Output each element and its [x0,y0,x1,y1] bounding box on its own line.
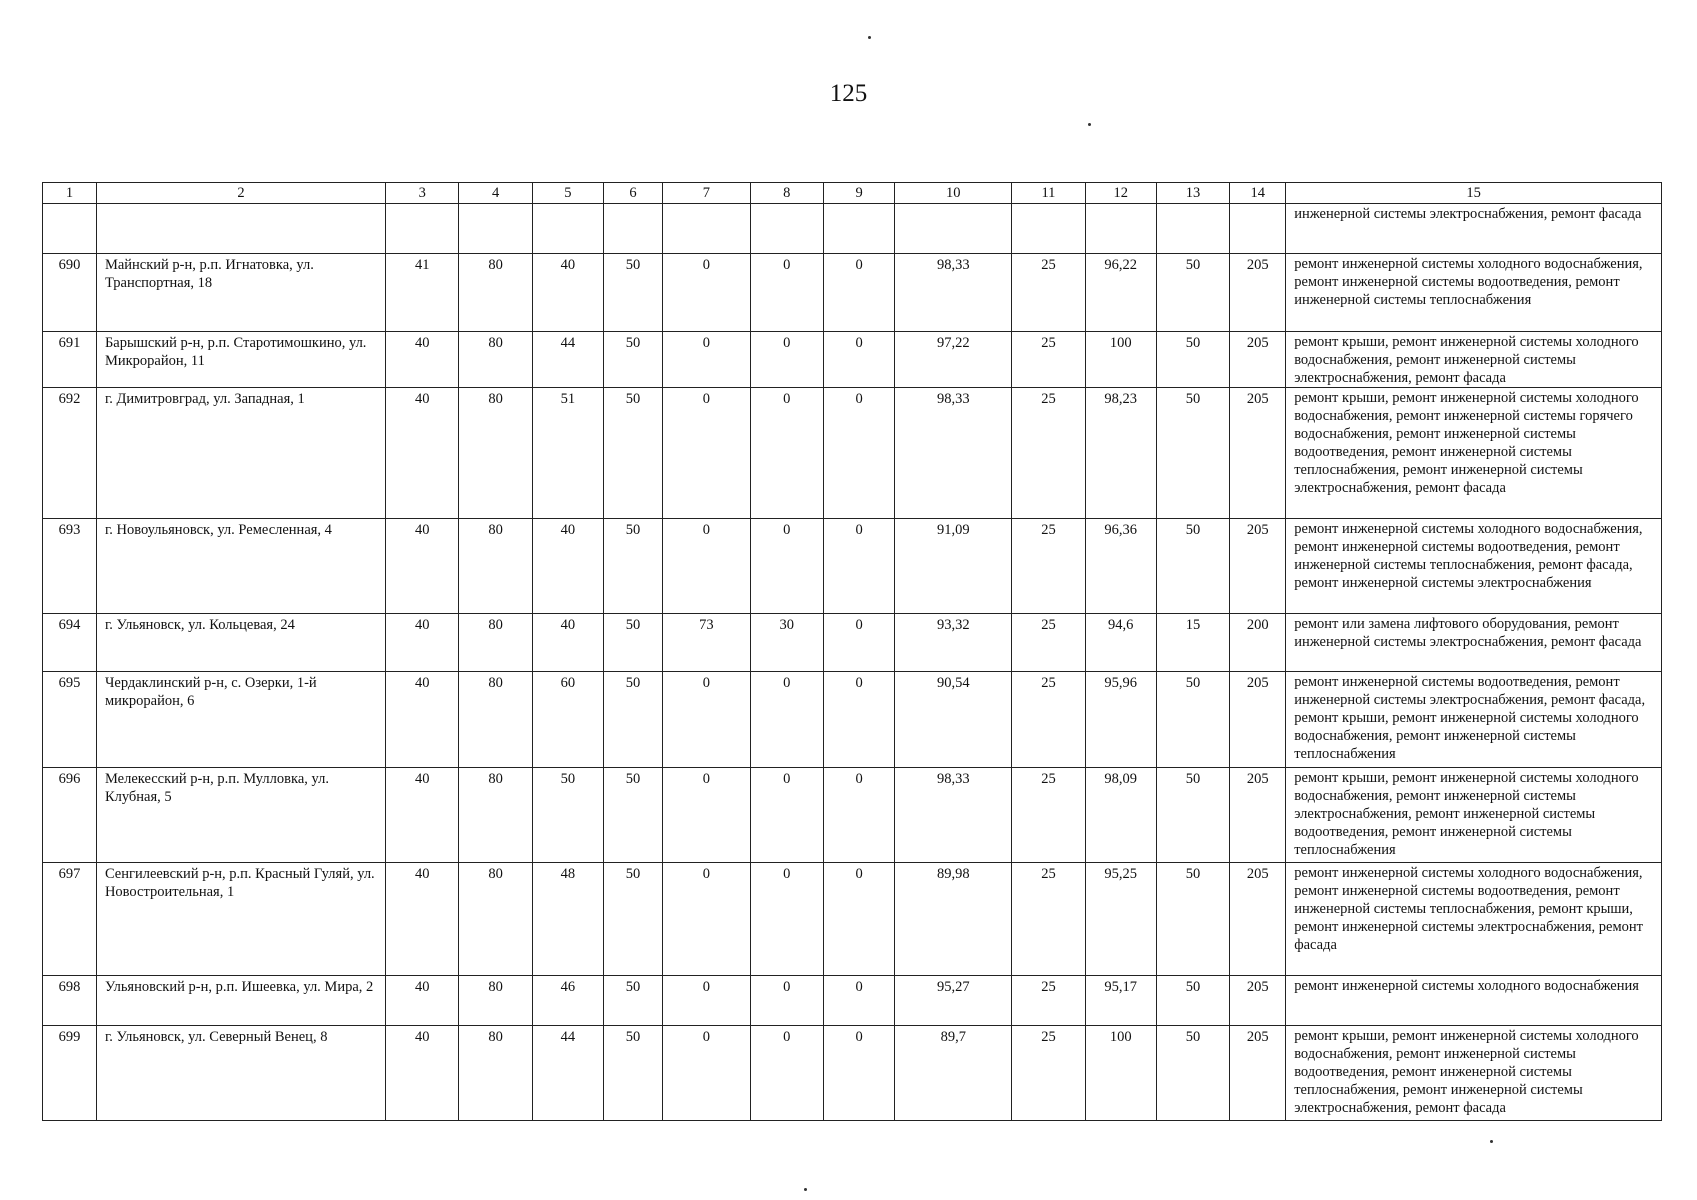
column-number-5: 5 [532,183,603,204]
value-cell: 40 [532,254,603,332]
value-cell: 50 [1156,254,1229,332]
value-cell: 25 [1012,614,1085,672]
table-row [43,332,1662,388]
works-cell: ремонт инженерной системы холодного водоснабжения [1286,976,1662,1026]
value-cell: 73 [663,614,751,672]
value-cell: 96,22 [1085,254,1156,332]
value-cell: 0 [750,976,823,1026]
table-row [43,388,1662,519]
value-cell: 44 [532,332,603,388]
value-cell: 40 [386,976,459,1026]
address-cell: Барышский р-н, р.п. Старотимошкино, ул. Микрорайон, 11 [96,332,385,388]
value-cell: 95,27 [895,976,1012,1026]
table-row [43,1026,1662,1121]
value-cell: 0 [750,332,823,388]
address-cell: г. Ульяновск, ул. Кольцевая, 24 [96,614,385,672]
cell-empty [96,204,385,254]
value-cell: 100 [1085,1026,1156,1121]
value-cell: 94,6 [1085,614,1156,672]
cell-empty [532,204,603,254]
value-cell: 205 [1230,863,1286,976]
value-cell: 40 [532,519,603,614]
repair-program-table [42,182,1662,1121]
cell-empty [1156,204,1229,254]
row-number: 699 [43,1026,97,1121]
value-cell: 25 [1012,976,1085,1026]
value-cell: 46 [532,976,603,1026]
value-cell: 205 [1230,768,1286,863]
value-cell: 205 [1230,976,1286,1026]
value-cell: 0 [823,768,894,863]
value-cell: 0 [823,1026,894,1121]
table-row [43,863,1662,976]
cell-empty [823,204,894,254]
address-cell: Сенгилеевский р-н, р.п. Красный Гуляй, ул. Новостроительная, 1 [96,863,385,976]
value-cell: 0 [663,388,751,519]
value-cell: 0 [823,863,894,976]
value-cell: 0 [823,254,894,332]
value-cell: 0 [750,519,823,614]
column-number-1: 1 [43,183,97,204]
value-cell: 50 [604,519,663,614]
value-cell: 93,32 [895,614,1012,672]
value-cell: 98,23 [1085,388,1156,519]
value-cell: 98,33 [895,388,1012,519]
cell-empty [43,204,97,254]
cell-empty [604,204,663,254]
cell-empty [663,204,751,254]
value-cell: 50 [604,976,663,1026]
value-cell: 0 [663,254,751,332]
scan-speck [868,36,871,39]
scan-speck [1088,123,1091,126]
value-cell: 200 [1230,614,1286,672]
cell-empty [386,204,459,254]
value-cell: 0 [750,672,823,768]
value-cell: 0 [750,768,823,863]
column-number-14: 14 [1230,183,1286,204]
column-number-10: 10 [895,183,1012,204]
table-row [43,976,1662,1026]
value-cell: 50 [1156,863,1229,976]
value-cell: 50 [1156,388,1229,519]
value-cell: 0 [823,672,894,768]
value-cell: 205 [1230,519,1286,614]
row-number: 694 [43,614,97,672]
value-cell: 50 [604,863,663,976]
value-cell: 50 [604,614,663,672]
value-cell: 25 [1012,519,1085,614]
row-number: 690 [43,254,97,332]
value-cell: 80 [459,332,532,388]
row-number: 693 [43,519,97,614]
value-cell: 25 [1012,1026,1085,1121]
value-cell: 51 [532,388,603,519]
value-cell: 40 [532,614,603,672]
address-cell: г. Димитровград, ул. Западная, 1 [96,388,385,519]
value-cell: 40 [386,1026,459,1121]
value-cell: 91,09 [895,519,1012,614]
value-cell: 40 [386,519,459,614]
works-cell: ремонт или замена лифтового оборудования, ремонт инженерной системы электроснабжения, ремонт фасада [1286,614,1662,672]
value-cell: 50 [532,768,603,863]
column-number-4: 4 [459,183,532,204]
works-continuation: инженерной системы электроснабжения, ремонт фасада [1286,204,1662,254]
value-cell: 0 [663,1026,751,1121]
value-cell: 15 [1156,614,1229,672]
address-cell: Ульяновский р-н, р.п. Ишеевка, ул. Мира, 2 [96,976,385,1026]
column-number-8: 8 [750,183,823,204]
works-cell: ремонт крыши, ремонт инженерной системы холодного водоснабжения, ремонт инженерной системы электроснабжения, ремонт фасада [1286,332,1662,388]
row-number: 698 [43,976,97,1026]
value-cell: 44 [532,1026,603,1121]
value-cell: 25 [1012,768,1085,863]
continuation-row [43,204,1662,254]
value-cell: 205 [1230,672,1286,768]
column-number-13: 13 [1156,183,1229,204]
value-cell: 80 [459,768,532,863]
value-cell: 0 [823,332,894,388]
value-cell: 205 [1230,388,1286,519]
column-number-row [43,183,1662,204]
value-cell: 25 [1012,388,1085,519]
value-cell: 0 [663,863,751,976]
value-cell: 80 [459,672,532,768]
table-row [43,672,1662,768]
value-cell: 50 [1156,332,1229,388]
address-cell: Чердаклинский р-н, с. Озерки, 1-й микрорайон, 6 [96,672,385,768]
value-cell: 30 [750,614,823,672]
page-number: 125 [829,80,868,107]
value-cell: 50 [604,254,663,332]
address-cell: г. Ульяновск, ул. Северный Венец, 8 [96,1026,385,1121]
value-cell: 40 [386,863,459,976]
column-number-9: 9 [823,183,894,204]
row-number: 691 [43,332,97,388]
column-number-7: 7 [663,183,751,204]
value-cell: 89,98 [895,863,1012,976]
value-cell: 0 [823,976,894,1026]
value-cell: 89,7 [895,1026,1012,1121]
value-cell: 80 [459,614,532,672]
column-number-12: 12 [1085,183,1156,204]
address-cell: г. Новоульяновск, ул. Ремесленная, 4 [96,519,385,614]
value-cell: 0 [823,519,894,614]
address-cell: Мелекесский р-н, р.п. Мулловка, ул. Клубная, 5 [96,768,385,863]
value-cell: 0 [823,388,894,519]
value-cell: 80 [459,976,532,1026]
value-cell: 50 [1156,768,1229,863]
scan-speck [1490,1140,1493,1143]
row-number: 697 [43,863,97,976]
value-cell: 0 [663,768,751,863]
value-cell: 95,25 [1085,863,1156,976]
value-cell: 0 [663,519,751,614]
cell-empty [1085,204,1156,254]
table-row [43,768,1662,863]
works-cell: ремонт инженерной системы холодного водоснабжения, ремонт инженерной системы водоотведения, ремонт инженерной системы теплоснабжения, ремонт крыши, ремонт инженерной системы электроснабжения, ремонт фасада [1286,863,1662,976]
value-cell: 0 [663,672,751,768]
column-number-6: 6 [604,183,663,204]
value-cell: 50 [604,672,663,768]
value-cell: 25 [1012,254,1085,332]
works-cell: ремонт крыши, ремонт инженерной системы холодного водоснабжения, ремонт инженерной системы электроснабжения, ремонт инженерной системы водоотведения, ремонт инженерной системы теплоснабжения [1286,768,1662,863]
value-cell: 205 [1230,254,1286,332]
value-cell: 50 [604,332,663,388]
value-cell: 98,33 [895,768,1012,863]
value-cell: 40 [386,332,459,388]
works-cell: ремонт инженерной системы холодного водоснабжения, ремонт инженерной системы водоотведения, ремонт инженерной системы теплоснабжения [1286,254,1662,332]
value-cell: 40 [386,672,459,768]
value-cell: 50 [1156,519,1229,614]
value-cell: 80 [459,519,532,614]
table-row [43,614,1662,672]
value-cell: 0 [750,254,823,332]
value-cell: 100 [1085,332,1156,388]
works-cell: ремонт инженерной системы водоотведения, ремонт инженерной системы электроснабжения, ремонт фасада, ремонт крыши, ремонт инженерной системы холодного водоснабжения, ремонт инженерной системы теплоснабжения [1286,672,1662,768]
value-cell: 97,22 [895,332,1012,388]
value-cell: 41 [386,254,459,332]
value-cell: 0 [750,1026,823,1121]
value-cell: 98,33 [895,254,1012,332]
value-cell: 40 [386,614,459,672]
value-cell: 0 [663,332,751,388]
value-cell: 98,09 [1085,768,1156,863]
table-row [43,519,1662,614]
value-cell: 80 [459,1026,532,1121]
value-cell: 48 [532,863,603,976]
works-cell: ремонт крыши, ремонт инженерной системы холодного водоснабжения, ремонт инженерной системы водоотведения, ремонт инженерной системы теплоснабжения, ремонт инженерной системы электроснабжения, ремонт фасада [1286,1026,1662,1121]
value-cell: 60 [532,672,603,768]
scan-speck [804,1188,807,1191]
value-cell: 40 [386,388,459,519]
value-cell: 205 [1230,1026,1286,1121]
cell-empty [1230,204,1286,254]
row-number: 696 [43,768,97,863]
value-cell: 50 [604,388,663,519]
value-cell: 0 [750,388,823,519]
value-cell: 50 [1156,976,1229,1026]
row-number: 695 [43,672,97,768]
value-cell: 40 [386,768,459,863]
table-row [43,254,1662,332]
value-cell: 0 [750,863,823,976]
value-cell: 80 [459,254,532,332]
column-number-11: 11 [1012,183,1085,204]
value-cell: 50 [604,768,663,863]
value-cell: 96,36 [1085,519,1156,614]
value-cell: 25 [1012,863,1085,976]
value-cell: 0 [663,976,751,1026]
value-cell: 205 [1230,332,1286,388]
value-cell: 95,96 [1085,672,1156,768]
cell-empty [750,204,823,254]
value-cell: 50 [1156,1026,1229,1121]
value-cell: 80 [459,388,532,519]
value-cell: 95,17 [1085,976,1156,1026]
cell-empty [1012,204,1085,254]
value-cell: 25 [1012,332,1085,388]
value-cell: 80 [459,863,532,976]
row-number: 692 [43,388,97,519]
address-cell: Майнский р-н, р.п. Игнатовка, ул. Транспортная, 18 [96,254,385,332]
works-cell: ремонт крыши, ремонт инженерной системы холодного водоснабжения, ремонт инженерной системы горячего водоснабжения, ремонт инженерной системы водоотведения, ремонт инженерной системы теплоснабжения, ремонт инженерной системы электроснабжения, ремонт фасада [1286,388,1662,519]
works-cell: ремонт инженерной системы холодного водоснабжения, ремонт инженерной системы водоотведения, ремонт инженерной системы теплоснабжения, ремонт фасада, ремонт инженерной системы электроснабжения [1286,519,1662,614]
value-cell: 25 [1012,672,1085,768]
column-number-15: 15 [1286,183,1662,204]
column-number-2: 2 [96,183,385,204]
value-cell: 50 [604,1026,663,1121]
cell-empty [895,204,1012,254]
value-cell: 0 [823,614,894,672]
cell-empty [459,204,532,254]
value-cell: 90,54 [895,672,1012,768]
column-number-3: 3 [386,183,459,204]
value-cell: 50 [1156,672,1229,768]
